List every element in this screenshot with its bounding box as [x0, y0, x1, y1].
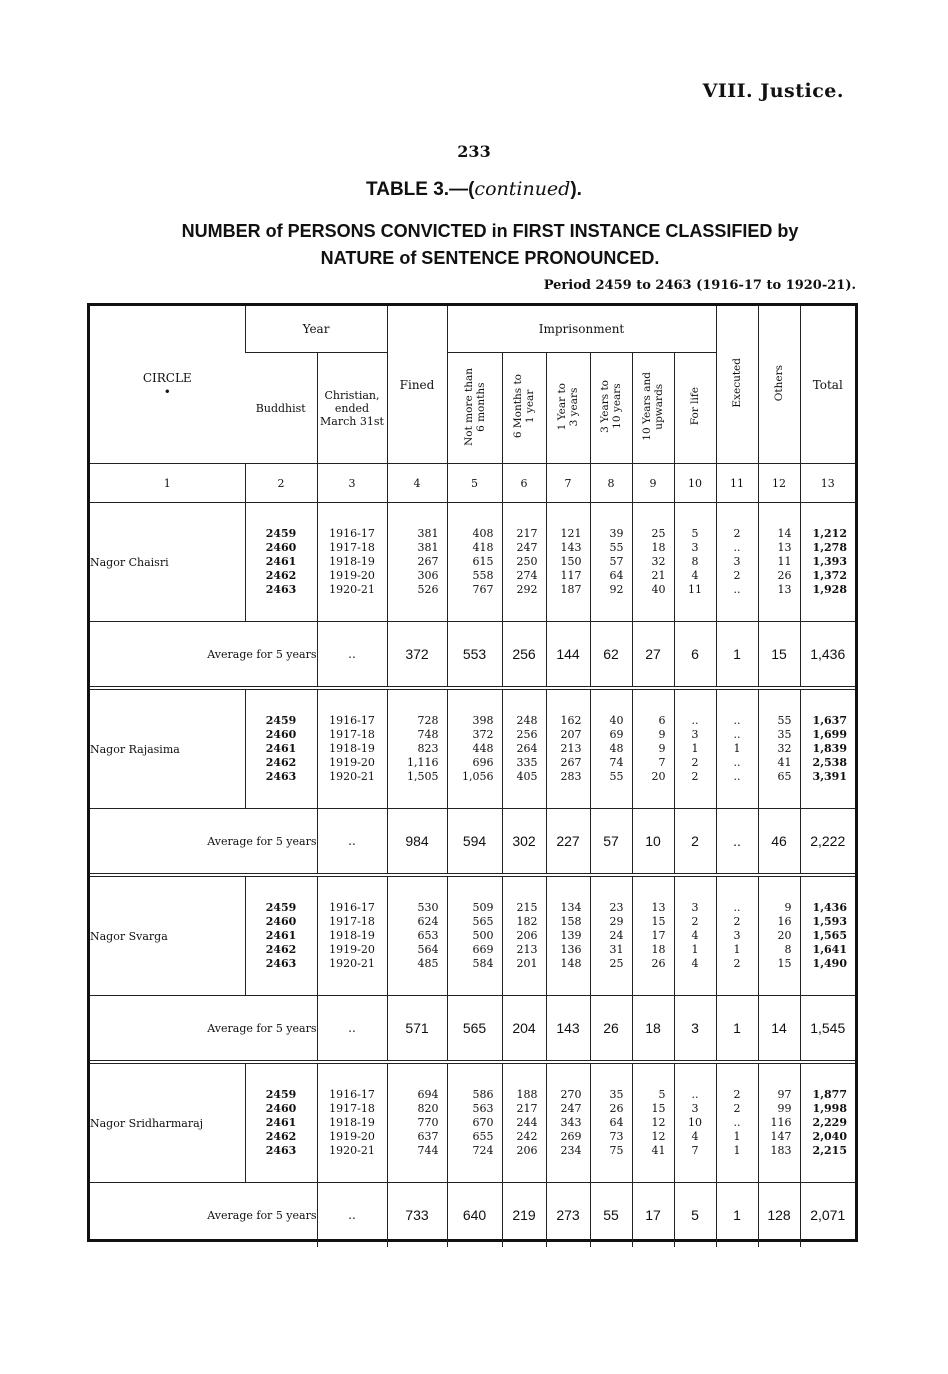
average-value: 18	[632, 996, 674, 1063]
not-more-6m-values: 398 372 448 696 1,056	[447, 688, 502, 809]
others-values: 97 99 116 147 183	[758, 1062, 800, 1183]
1y-to-3y-values: 121 143 150 117 187	[546, 503, 590, 622]
average-value: ..	[716, 809, 758, 876]
circle-data-row	[90, 688, 855, 809]
average-value: 5	[674, 1183, 716, 1248]
year-header: Year	[245, 306, 387, 353]
6m-to-1y-values: 188 217 244 242 206	[502, 1062, 546, 1183]
6m-to-1y-values: 217 247 250 274 292	[502, 503, 546, 622]
average-label: Average for 5 years	[207, 1208, 317, 1222]
average-value: 3	[674, 996, 716, 1063]
executed-header: Executed	[716, 306, 758, 464]
average-value: 1	[716, 622, 758, 689]
average-label: Average for 5 years	[90, 809, 317, 876]
not-more-6m-values: 408 418 615 558 767	[447, 503, 502, 622]
average-value: 256	[502, 622, 546, 689]
average-value: 10	[632, 809, 674, 876]
average-value: 571	[387, 996, 447, 1063]
imprisonment-header: Imprisonment	[447, 306, 716, 353]
christian-years: 1916-17 1917-18 1918-19 1919-20 1920-21	[317, 688, 387, 809]
table-title-suffix: ).	[570, 179, 582, 200]
average-value: 565	[447, 996, 502, 1063]
total-header: Total	[800, 306, 855, 464]
column-number-row	[90, 464, 855, 503]
3y-to-10y-values: 23 29 24 31 25	[590, 875, 632, 996]
for-life-header: For life	[674, 353, 716, 464]
for-life-values: 3 2 4 1 4	[674, 875, 716, 996]
main-title	[100, 218, 880, 272]
col-number: 3	[317, 464, 387, 503]
christian-years: 1916-17 1917-18 1918-19 1919-20 1920-21	[317, 875, 387, 996]
total-values: 1,436 1,593 1,565 1,641 1,490	[800, 875, 855, 996]
fined-values: 694 820 770 637 744	[387, 1062, 447, 1183]
others-header: Others	[758, 306, 800, 464]
10y-up-header: 10 Years and upwards	[632, 353, 674, 464]
average-value: 17	[632, 1183, 674, 1248]
others-values: 55 35 32 41 65	[758, 688, 800, 809]
average-value: 144	[546, 622, 590, 689]
average-row	[90, 809, 855, 876]
circle-name: Nagor Sridharmaraj	[90, 1062, 245, 1183]
christian-header: Christian, ended March 31st	[317, 353, 387, 464]
for-life-values: .. 3 1 2 2	[674, 688, 716, 809]
circle-name: Nagor Svarga	[90, 875, 245, 996]
average-value: 984	[387, 809, 447, 876]
circle-name: Nagor Chaisri	[90, 503, 245, 622]
fined-header: Fined	[387, 306, 447, 464]
total-values: 1,637 1,699 1,839 2,538 3,391	[800, 688, 855, 809]
others-values: 9 16 20 8 15	[758, 875, 800, 996]
average-value: 26	[590, 996, 632, 1063]
total-values: 1,877 1,998 2,229 2,040 2,215	[800, 1062, 855, 1183]
header-row-top	[90, 306, 855, 353]
3y-to-10y-values: 39 55 57 64 92	[590, 503, 632, 622]
average-dots: ..	[317, 622, 387, 689]
executed-values: 2 2 .. 1 1	[716, 1062, 758, 1183]
3y-to-10y-values: 35 26 64 73 75	[590, 1062, 632, 1183]
col-number: 12	[758, 464, 800, 503]
1y-to-3y-values: 270 247 343 269 234	[546, 1062, 590, 1183]
page-number: 233	[457, 142, 491, 161]
fined-values: 728 748 823 1,116 1,505	[387, 688, 447, 809]
for-life-values: 5 3 8 4 11	[674, 503, 716, 622]
average-value: 62	[590, 622, 632, 689]
average-value: 2,222	[800, 809, 855, 876]
average-value: 2,071	[800, 1183, 855, 1248]
for-life-values: .. 3 10 4 7	[674, 1062, 716, 1183]
average-value: 1,545	[800, 996, 855, 1063]
average-row	[90, 1183, 855, 1248]
average-value: 1	[716, 1183, 758, 1248]
average-value: 46	[758, 809, 800, 876]
average-value: 227	[546, 809, 590, 876]
1y-to-3y-header: 1 Year to 3 years	[546, 353, 590, 464]
6m-to-1y-values: 248 256 264 335 405	[502, 688, 546, 809]
average-value: 15	[758, 622, 800, 689]
average-value: 733	[387, 1183, 447, 1248]
average-value: 640	[447, 1183, 502, 1248]
average-value: 1	[716, 996, 758, 1063]
circle-data-row	[90, 503, 855, 622]
col-number: 6	[502, 464, 546, 503]
10y-up-values: 5 15 12 12 41	[632, 1062, 674, 1183]
table-title-prefix: TABLE 3.—(	[366, 179, 475, 200]
3y-to-10y-values: 40 69 48 74 55	[590, 688, 632, 809]
average-value: 219	[502, 1183, 546, 1248]
buddhist-years: 2459 2460 2461 2462 2463	[245, 503, 317, 622]
period-label: Period 2459 to 2463 (1916-17 to 1920-21).	[543, 278, 856, 293]
10y-up-values: 13 15 17 18 26	[632, 875, 674, 996]
6m-to-1y-header: 6 Months to 1 year	[502, 353, 546, 464]
1y-to-3y-values: 134 158 139 136 148	[546, 875, 590, 996]
average-dots: ..	[317, 1183, 387, 1248]
others-values: 14 13 11 26 13	[758, 503, 800, 622]
col-number: 9	[632, 464, 674, 503]
col-number: 4	[387, 464, 447, 503]
average-value: 302	[502, 809, 546, 876]
average-value: 372	[387, 622, 447, 689]
christian-years: 1916-17 1917-18 1918-19 1919-20 1920-21	[317, 1062, 387, 1183]
average-value: 14	[758, 996, 800, 1063]
average-value: 6	[674, 622, 716, 689]
main-title-line2: NATURE of SENTENCE PRONOUNCED.	[320, 248, 660, 268]
christian-years: 1916-17 1917-18 1918-19 1919-20 1920-21	[317, 503, 387, 622]
buddhist-header: Buddhist	[245, 353, 317, 464]
not-more-6m-values: 586 563 670 655 724	[447, 1062, 502, 1183]
fined-values: 381 381 267 306 526	[387, 503, 447, 622]
1y-to-3y-values: 162 207 213 267 283	[546, 688, 590, 809]
average-value: 55	[590, 1183, 632, 1248]
conviction-table-frame	[87, 303, 858, 1242]
average-label: Average for 5 years	[90, 996, 317, 1063]
main-title-line1: NUMBER of PERSONS CONVICTED in FIRST INSTANCE CLASSIFIED by	[181, 221, 799, 241]
col-number: 1	[90, 464, 245, 503]
average-value: 143	[546, 996, 590, 1063]
col-number: 8	[590, 464, 632, 503]
col-number: 5	[447, 464, 502, 503]
col-number: 13	[800, 464, 855, 503]
buddhist-years: 2459 2460 2461 2462 2463	[245, 688, 317, 809]
not-more-6m-values: 509 565 500 669 584	[447, 875, 502, 996]
circle-header: CIRCLE •	[90, 306, 245, 464]
average-value: 594	[447, 809, 502, 876]
executed-values: .. 2 3 1 2	[716, 875, 758, 996]
average-value: 57	[590, 809, 632, 876]
average-value: 2	[674, 809, 716, 876]
col-number: 10	[674, 464, 716, 503]
buddhist-years: 2459 2460 2461 2462 2463	[245, 875, 317, 996]
col-number: 2	[245, 464, 317, 503]
average-value: 1,436	[800, 622, 855, 689]
average-value: 27	[632, 622, 674, 689]
total-values: 1,212 1,278 1,393 1,372 1,928	[800, 503, 855, 622]
average-value: 128	[758, 1183, 800, 1248]
section-header: VIII. Justice.	[702, 80, 844, 102]
col-number: 11	[716, 464, 758, 503]
executed-values: 2 .. 3 2 ..	[716, 503, 758, 622]
average-label: Average for 5 years	[90, 622, 317, 689]
10y-up-values: 6 9 9 7 20	[632, 688, 674, 809]
table-title	[0, 178, 948, 201]
10y-up-values: 25 18 32 21 40	[632, 503, 674, 622]
average-value: 204	[502, 996, 546, 1063]
fined-values: 530 624 653 564 485	[387, 875, 447, 996]
circle-name: Nagor Rajasima	[90, 688, 245, 809]
average-dots: ..	[317, 996, 387, 1063]
not-more-6m-header: Not more than 6 months	[447, 353, 502, 464]
conviction-table	[90, 306, 855, 1247]
average-row	[90, 996, 855, 1063]
3y-to-10y-header: 3 Years to 10 years	[590, 353, 632, 464]
average-row	[90, 622, 855, 689]
table-title-continued: continued	[474, 178, 571, 200]
average-value: 273	[546, 1183, 590, 1248]
circle-data-row	[90, 1062, 855, 1183]
circle-data-row	[90, 875, 855, 996]
buddhist-years: 2459 2460 2461 2462 2463	[245, 1062, 317, 1183]
executed-values: .. .. 1 .. ..	[716, 688, 758, 809]
6m-to-1y-values: 215 182 206 213 201	[502, 875, 546, 996]
average-value: 553	[447, 622, 502, 689]
col-number: 7	[546, 464, 590, 503]
average-dots: ..	[317, 809, 387, 876]
